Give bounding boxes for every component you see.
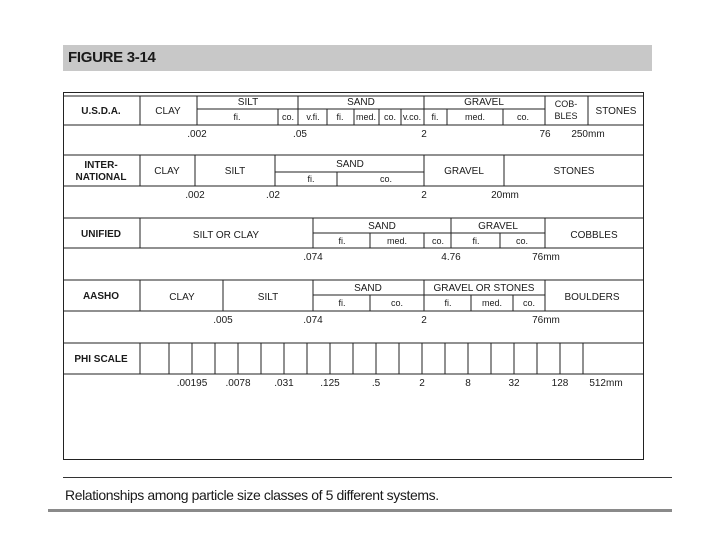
phi-scale-value: 512mm (589, 378, 623, 389)
aasho-boundary-value: 76mm (532, 315, 560, 326)
bottom-strip (48, 509, 672, 512)
usda-sand-very-fine: v.fi. (306, 112, 320, 122)
unified-sand-fine: fi. (338, 236, 346, 246)
aasho-boundary-value: 2 (421, 315, 427, 326)
usda-boundary-value: .05 (293, 129, 307, 140)
international-boundary-value: .02 (266, 190, 280, 201)
figure-caption: Relationships among particle size classes of 5 different systems. (65, 487, 439, 503)
unified-boundary-value: 4.76 (441, 252, 461, 263)
usda-cobbles-2: BLES (554, 111, 578, 121)
usda-clay: CLAY (155, 106, 181, 117)
phi-scale-value: .031 (274, 378, 294, 389)
figure-label: FIGURE 3-14 (68, 49, 156, 66)
unified-gravel-coarse: co. (515, 236, 529, 246)
usda-stones: STONES (595, 106, 637, 117)
aasho-sand-coarse: co. (390, 298, 404, 308)
international-label-1: INTER- (84, 160, 118, 171)
aasho-clay: CLAY (169, 292, 195, 303)
aasho-gravel-coarse: co. (522, 298, 536, 308)
unified-sand-medium: med. (386, 236, 408, 246)
phi-scale-ticks (169, 343, 583, 374)
aasho-gravel-or-stones: GRAVEL OR STONES (433, 283, 535, 294)
aasho-sand-fine: fi. (338, 298, 346, 308)
aasho-gravel-fine: fi. (444, 298, 452, 308)
international-stones: STONES (553, 166, 595, 177)
phi-scale-value: .5 (371, 378, 381, 389)
usda-gravel-fine: fi. (431, 112, 439, 122)
unified-sand: SAND (368, 221, 396, 232)
usda-silt: SILT (237, 97, 259, 108)
usda-boundary-value: 250mm (571, 129, 605, 140)
aasho-section (63, 280, 644, 326)
international-gravel: GRAVEL (444, 166, 484, 177)
usda-silt-fine: fi. (233, 112, 241, 122)
unified-sand-coarse: co. (431, 236, 445, 246)
unified-silt-or-clay: SILT OR CLAY (192, 230, 260, 241)
caption-divider (63, 477, 672, 478)
usda-boundary-value: .002 (187, 129, 207, 140)
usda-sand-fine: fi. (336, 112, 344, 122)
international-section (63, 155, 644, 201)
unified-section (63, 218, 644, 263)
usda-sand-coarse: co. (383, 112, 397, 122)
international-clay: CLAY (154, 166, 180, 177)
usda-silt-coarse: co. (281, 112, 295, 122)
unified-boundary-value: .074 (303, 252, 323, 263)
aasho-silt: SILT (257, 292, 279, 303)
international-sand-coarse: co. (379, 174, 393, 184)
unified-gravel-fine: fi. (472, 236, 480, 246)
phi-scale-value: .0078 (225, 378, 251, 389)
aasho-gravel-medium: med. (481, 298, 503, 308)
unified-label: UNIFIED (81, 229, 121, 240)
usda-gravel-coarse: co. (516, 112, 530, 122)
phi-scale-section (63, 343, 644, 389)
phi-scale-label: PHI SCALE (74, 354, 128, 365)
international-sand-fine: fi. (307, 174, 315, 184)
usda-gravel: GRAVEL (464, 97, 504, 108)
usda-sand-very-coarse: v.co. (402, 112, 422, 122)
usda-boundary-value: 2 (421, 129, 427, 140)
international-silt: SILT (224, 166, 246, 177)
international-label-2: NATIONAL (75, 172, 127, 183)
unified-boundary-value: 76mm (532, 252, 560, 263)
usda-section (63, 96, 644, 140)
usda-cobbles-1: COB- (554, 99, 578, 109)
international-boundary-value: .002 (185, 190, 205, 201)
phi-scale-value: .00195 (176, 378, 208, 389)
unified-cobbles: COBBLES (570, 230, 618, 241)
international-sand: SAND (336, 159, 364, 170)
aasho-boundary-value: .074 (303, 315, 323, 326)
aasho-label: AASHO (82, 291, 120, 302)
international-boundary-value: 20mm (491, 190, 519, 201)
unified-gravel: GRAVEL (478, 221, 518, 232)
aasho-boundary-value: .005 (213, 315, 233, 326)
usda-boundary-value: 76 (539, 129, 551, 140)
phi-scale-value: 2 (419, 378, 425, 389)
usda-sand: SAND (347, 97, 375, 108)
usda-label: U.S.D.A. (81, 106, 121, 117)
phi-scale-value: 128 (551, 378, 569, 389)
phi-scale-value: 8 (465, 378, 471, 389)
international-boundary-value: 2 (421, 190, 427, 201)
phi-scale-value: .125 (320, 378, 340, 389)
usda-sand-medium: med. (355, 112, 377, 122)
usda-gravel-medium: med. (464, 112, 486, 122)
aasho-sand: SAND (354, 283, 382, 294)
phi-scale-value: 32 (508, 378, 520, 389)
aasho-boulders: BOULDERS (564, 292, 620, 303)
